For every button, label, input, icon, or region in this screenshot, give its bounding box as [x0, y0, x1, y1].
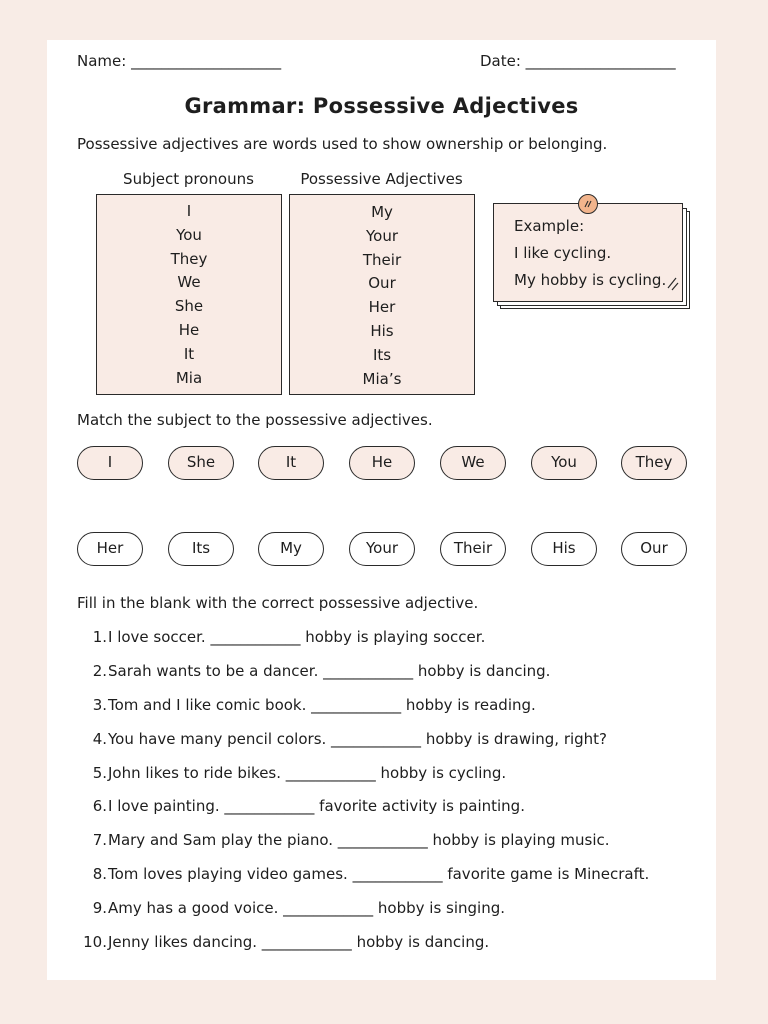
question-number: 9.: [92, 899, 107, 917]
match-subject-pill[interactable]: You: [531, 446, 597, 480]
possessive-adjectives-box: [289, 194, 475, 395]
question-number: 6.: [92, 797, 107, 815]
possessive-adjective: Her: [368, 298, 396, 317]
example-sentence-2: My hobby is cycling.: [514, 271, 667, 289]
possessive-adjective: Our: [368, 274, 396, 293]
worksheet-page: [47, 40, 716, 980]
question-text[interactable]: Tom loves playing video games. ____________ favorite game is Minecraft.: [108, 865, 650, 883]
match-adjective-pill[interactable]: Their: [440, 532, 506, 566]
subject-pronoun: He: [178, 320, 200, 339]
question-text[interactable]: I love painting. ____________ favorite activity is painting.: [108, 797, 525, 815]
match-adjective-pill[interactable]: His: [531, 532, 597, 566]
date-field-label: Date: ____________________: [480, 52, 676, 70]
page-title: Grammar: Possessive Adjectives: [184, 94, 579, 118]
question-text[interactable]: Amy has a good voice. ____________ hobby is singing.: [108, 899, 506, 917]
match-adjective-pill[interactable]: Your: [349, 532, 415, 566]
question-text[interactable]: Mary and Sam play the piano. ____________ hobby is playing music.: [108, 831, 610, 849]
possessive-adjectives-list: [290, 201, 474, 391]
question-text[interactable]: Jenny likes dancing. ____________ hobby is dancing.: [108, 933, 490, 951]
fill-instruction: Fill in the blank with the correct possessive adjective.: [77, 594, 479, 612]
question-text[interactable]: John likes to ride bikes. ____________ hobby is cycling.: [108, 764, 507, 782]
possessive-adjective: His: [370, 321, 394, 340]
question-text[interactable]: You have many pencil colors. ____________ hobby is drawing, right?: [108, 730, 608, 748]
question-number: 7.: [92, 831, 107, 849]
note-front-sheet: [493, 203, 683, 302]
subject-pronoun: Mia: [175, 368, 203, 387]
question-number: 1.: [92, 628, 107, 646]
match-adjective-pill[interactable]: My: [258, 532, 324, 566]
match-subject-pill[interactable]: She: [168, 446, 234, 480]
question-number: 10.: [83, 933, 107, 951]
question-number: 4.: [92, 730, 107, 748]
subject-pronoun: I: [186, 202, 192, 220]
pin-icon: [578, 194, 598, 214]
possessive-adjective: My: [371, 203, 393, 221]
question-text[interactable]: I love soccer. ____________ hobby is playing soccer.: [108, 628, 486, 646]
subject-pronoun: We: [177, 273, 201, 292]
question-text[interactable]: Sarah wants to be a dancer. ____________ hobby is dancing.: [108, 662, 551, 680]
question-number: 5.: [92, 764, 107, 782]
possessive-adjective: Your: [365, 226, 399, 245]
subject-pronoun: They: [170, 249, 208, 268]
subject-pronouns-heading: Subject pronouns: [123, 170, 254, 188]
question-number: 2.: [92, 662, 107, 680]
match-subject-pill[interactable]: He: [349, 446, 415, 480]
example-sentence-1: I like cycling.: [514, 244, 612, 262]
possessive-adjectives-heading: Possessive Adjectives: [300, 170, 463, 188]
question-number: 3.: [92, 696, 107, 714]
subject-pronouns-box: [96, 194, 282, 395]
question-number: 8.: [92, 865, 107, 883]
question-text[interactable]: Tom and I like comic book. ____________ hobby is reading.: [108, 696, 536, 714]
match-instruction: Match the subject to the possessive adjectives.: [77, 411, 433, 429]
possessive-adjective: Its: [372, 345, 392, 364]
match-subject-pill[interactable]: I: [77, 446, 143, 480]
subject-pronoun: It: [183, 344, 195, 363]
subject-pronouns-list: [97, 200, 281, 390]
note-corner-marks-icon: [666, 276, 680, 292]
match-adjective-pill[interactable]: Our: [621, 532, 687, 566]
example-label: Example:: [514, 217, 585, 235]
intro-text: Possessive adjectives are words used to show ownership or belonging.: [77, 135, 608, 153]
match-adjective-pill[interactable]: Its: [168, 532, 234, 566]
match-subject-pill[interactable]: They: [621, 446, 687, 480]
possessive-adjective: Their: [362, 250, 402, 269]
name-field-label: Name: ____________________: [77, 52, 282, 70]
possessive-adjective: Mia’s: [362, 369, 402, 388]
subject-pronoun: She: [174, 297, 204, 316]
match-subject-pill[interactable]: It: [258, 446, 324, 480]
subject-pronoun: You: [176, 225, 202, 244]
match-adjective-pill[interactable]: Her: [77, 532, 143, 566]
match-subject-pill[interactable]: We: [440, 446, 506, 480]
